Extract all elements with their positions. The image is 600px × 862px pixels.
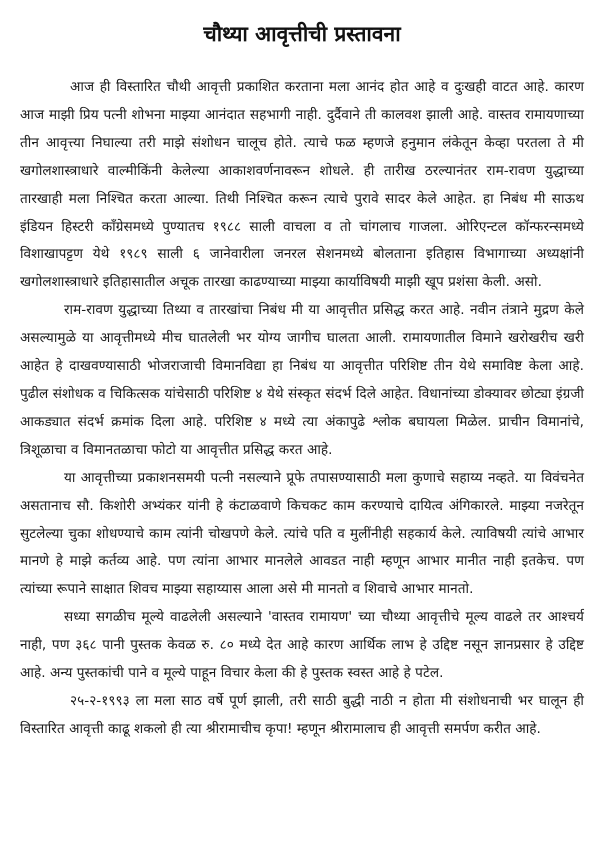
body-text	[20, 74, 584, 744]
page-title: चौथ्या आवृत्तीची प्रस्तावना	[203, 22, 401, 46]
paragraph-4: सध्या सगळीच मूल्ये वाढलेली असल्याने 'वास्तव रामायण' च्या चौथ्या आवृत्तीचे मूल्य वाढले तर आश्चर्य नाही, पण ३६८ पानी पुस्तक केवळ रु. ८० मध्ये देत आहे कारण आर्थिक लाभ हे उद्दिष्ट नसून ज्ञानप्रसार हे उद्दिष्ट आहे. अन्य पुस्तकांची पाने व मूल्ये पाहून विचार केला की हे पुस्तक स्वस्त आहे हे पटेल.	[20, 609, 584, 682]
paragraph-3: या आवृत्तीच्या प्रकाशनसमयी पत्नी नसल्याने प्रूफे तपासण्यासाठी मला कुणाचे सहाय्य नव्हते. या विवंचनेत असतानाच सौ. किशोरी अभ्यंकर यांनी हे कंटाळवाणे किचकट काम करण्याचे दायित्व अंगिकारले. माझ्या नजरेतून सुटलेल्या चुका शोधण्याचे काम त्यांनी चोखपणे केले. त्यांचे पति व मुलींनीही सहकार्य केले. त्याविषयी त्यांचे आभार मानणे हे माझे कर्तव्य आहे. पण त्यांना आभार मानलेले आवडत नाही म्हणून आभार मानीत नाही इतकेच. पण त्यांच्या रूपाने साक्षात शिवच माझ्या सहाय्यास आला असे मी मानतो व शिवाचे आभार मानतो.	[20, 469, 584, 598]
paragraph-1: आज ही विस्तारित चौथी आवृत्ती प्रकाशित करताना मला आनंद होत आहे व दुःखही वाटत आहे. कारण आज माझी प्रिय पत्नी शोभना माझ्या आनंदात सहभागी नाही. दुर्दैवाने ती कालवश झाली आहे. वास्तव रामायणाच्या तीन आवृत्त्या निघाल्या तरी माझे संशोधन चालूच होते. त्याचे फळ म्हणजे हनुमान लंकेतून केव्हा परतला ते मी खगोलशास्त्राधारे वाल्मीकिंनी केलेल्या आकाशवर्णनावरून शोधले. ही तारीख ठरल्यानंतर राम-रावण युद्धाच्या तारखाही मला निश्चित करता आल्या. तिथी निश्चित करून त्याचे पुरावे सादर केले आहेत. हा निबंध मी साऊथ इंडियन हिस्टरी कॉंग्रेसमध्ये पुण्यातच १९८८ साली वाचला व तो चांगलाच गाजला. ओरिएन्टल कॉन्फरन्समध्ये विशाखापट्टण येथे १९८९ साली ६ जानेवारीला जनरल सेशनमध्ये बोलताना इतिहास विभागाच्या अध्यक्षांनी खगोलशास्त्राधारे इतिहासातील अचूक तारखा काढण्याच्या माझ्या कार्याविषयी माझी खूप प्रशंसा केली. असो.	[20, 79, 584, 291]
paragraph-5: २५-२-१९९३ ला मला साठ वर्षे पूर्ण झाली, तरी साठी बुद्धी नाठी न होता मी संशोधनाची भर घालून ही विस्तारित आवृत्ती काढू शकलो ही त्या श्रीरामाचीच कृपा! म्हणून श्रीरामालाच ही आवृत्ती समर्पण करीत आहे.	[20, 692, 584, 737]
paragraph-2: राम-रावण युद्धाच्या तिथ्या व तारखांचा निबंध मी या आवृत्तीत प्रसिद्ध करत आहे. नवीन तंत्राने मुद्रण केले असल्यामुळे या आवृत्तीमध्ये मीच घातलेली भर योग्य जागीच घालता आली. रामायणातील विमाने खरोखरीच खरी आहेत हे दाखवण्यासाठी भोजराजाची विमानविद्या हा निबंध या आवृत्तीत परिशिष्ट तीन येथे समाविष्ट केला आहे. पुढील संशोधक व चिकित्सक यांचेसाठी परिशिष्ट ४ येथे संस्कृत संदर्भ दिले आहेत. विधानांच्या डोक्यावर छोट्या इंग्रजी आकड्यात संदर्भ क्रमांक दिला आहे. परिशिष्ट ४ मध्ये त्या अंकापुढे श्लोक बघायला मिळेल. प्राचीन विमानांचे, त्रिशूळाचा व विमानतळाचा फोटो या आवृत्तीत प्रसिद्ध करत आहे.	[20, 302, 584, 458]
